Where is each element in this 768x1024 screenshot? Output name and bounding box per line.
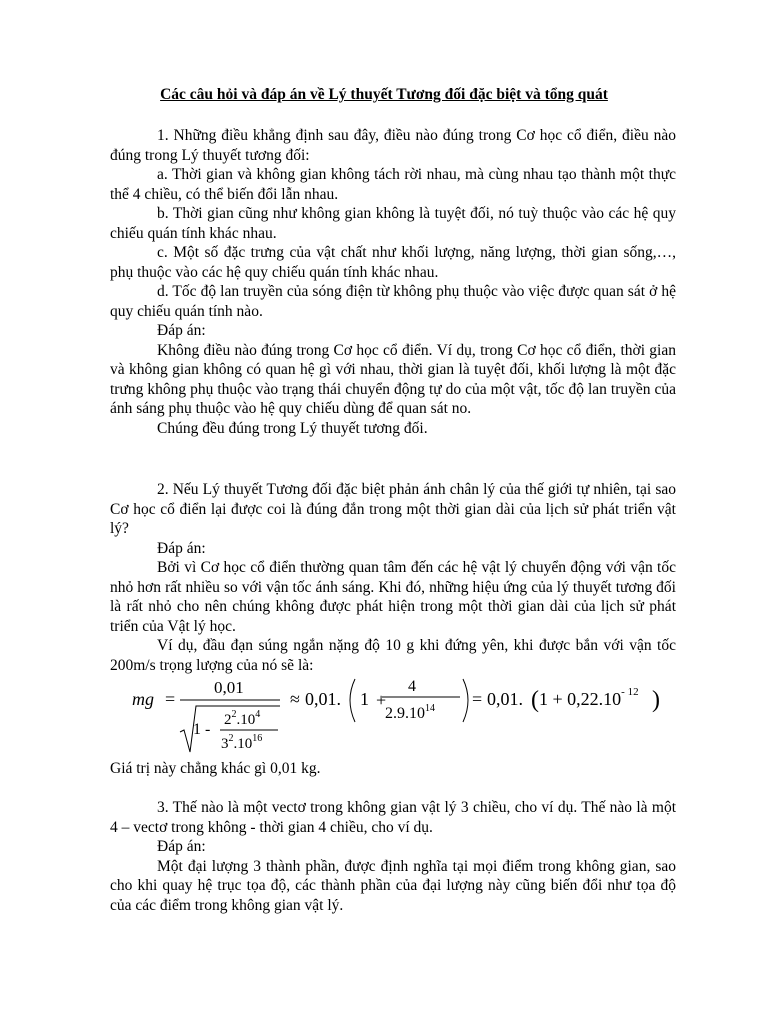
formula-rhs-inner: $1 + 0,22.10^{- 12}$: [539, 686, 639, 709]
formula-equals-2: =: [472, 689, 483, 709]
question-3-text: 3. Thế nào là một vectơ trong không gian vật lý 3 chiều, cho ví dụ. Thế nào là một 4 – vectơ trong không - thời gian 4 chiều, cho ví dụ.: [110, 799, 676, 836]
formula-approx: ≈: [290, 689, 300, 709]
question-2: [110, 480, 676, 675]
q3-answer-label: Đáp án:: [157, 838, 206, 855]
formula-one: 1: [360, 689, 369, 709]
question-1: [110, 126, 676, 438]
q1-answer-paragraph-1: Không điều nào đúng trong Cơ học cổ điển. Ví dụ, trong Cơ học cổ điển, thời gian và không gian không có quan hệ gì với nhau, thời gian là tuyệt đối, khối lượng là một đặc trưng không phụ thuộc vào trạng thái chuyển động tự do của một vật, tốc độ lan truyền của ánh sáng phụ thuộc vào hệ quy chiếu dùng để quan sát no.: [110, 341, 676, 417]
rhs-left-paren: (: [531, 687, 539, 713]
formula-svg: [130, 676, 670, 756]
q1-option-d: d. Tốc độ lan truyền của sóng điện từ không phụ thuộc vào việc được quan sát ở hệ quy chiếu quán tính nào.: [110, 283, 676, 320]
mass-formula: [130, 676, 670, 756]
formula-rhs-coef: 0,01.: [487, 689, 523, 709]
formula-numerator: 0,01: [214, 678, 244, 697]
formula-lhs: mg: [132, 689, 154, 709]
q1-answer-paragraph-2: Chúng đều đúng trong Lý thuyết tương đối.: [157, 419, 428, 437]
question-3: [110, 798, 676, 915]
formula-equals: =: [165, 689, 176, 709]
fraction2-denominator: 2.9.10$^{14}$: [385, 703, 435, 722]
formula-one-minus: 1 -: [193, 721, 211, 738]
q1-answer-label: Đáp án:: [157, 322, 206, 339]
question-2-text: 2. Nếu Lý thuyết Tương đối đặc biệt phản ánh chân lý của thế giới tự nhiên, tại sao Cơ học cổ điển lại được coi là đúng đắn trong một thời gian dài của lịch sử phát triển vật lý?: [110, 481, 676, 537]
question-1-text: 1. Những điều khẳng định sau đây, điều nào đúng trong Cơ học cổ điển, điều nào đúng trong Lý thuyết tương đối:: [110, 127, 676, 164]
q2-answer-paragraph-1: Bởi vì Cơ học cổ điển thường quan tâm đến các hệ vật lý chuyển động với vận tốc nhỏ hơn rất nhiều so với vận tốc ánh sáng. Khi đó, những hiệu ứng của lý thuyết tương đối là rất nhỏ cho nên chúng không được phát hiện trong một thời gian dài của lịch sử phát triển của Vật lý học.: [110, 559, 676, 635]
left-paren: [350, 679, 355, 722]
q3-answer-paragraph-1: Một đại lượng 3 thành phần, được định nghĩa tại mọi điểm trong không gian, sao cho khi quay hệ trục tọa độ, các thành phần của đại lượng này cũng biến đổi như tọa độ của các điểm trong không gian vật lý.: [110, 857, 676, 914]
right-paren: [463, 679, 468, 722]
document-title: Các câu hỏi và đáp án về Lý thuyết Tương đối đặc biệt và tổng quát: [160, 86, 608, 103]
formula-plus: +: [376, 690, 387, 710]
rhs-right-paren: ): [652, 687, 660, 713]
formula-mid-coef: 0,01.: [305, 689, 341, 709]
q2-conclusion: Giá trị này chẳng khác gì 0,01 kg.: [110, 760, 321, 777]
q2-answer-paragraph-2: Ví dụ, đầu đạn súng ngắn nặng độ 10 g khi đứng yên, khi được bắn với vận tốc 200m/s trọng lượng của nó sẽ là:: [110, 637, 676, 674]
inner-numerator: $2^2.10^4$: [224, 709, 261, 728]
inner-denominator: $3^2.10^{16}$: [221, 733, 263, 752]
fraction2-numerator: 4: [408, 678, 416, 695]
q1-option-b: b. Thời gian cũng như không gian không là tuyệt đối, nó tuỳ thuộc vào các hệ quy chiếu quán tính khác nhau.: [110, 205, 676, 242]
q2-answer-label: Đáp án:: [157, 539, 206, 557]
q1-option-a: a. Thời gian và không gian không tách rời nhau, mà cùng nhau tạo thành một thực thể 4 chiều, có thể biến đổi lẫn nhau.: [110, 166, 676, 203]
q1-option-c: c. Một số đặc trưng của vật chất như khối lượng, năng lượng, thời gian sống,…, phụ thuộc vào các hệ quy chiếu quán tính khác nhau.: [110, 244, 676, 281]
